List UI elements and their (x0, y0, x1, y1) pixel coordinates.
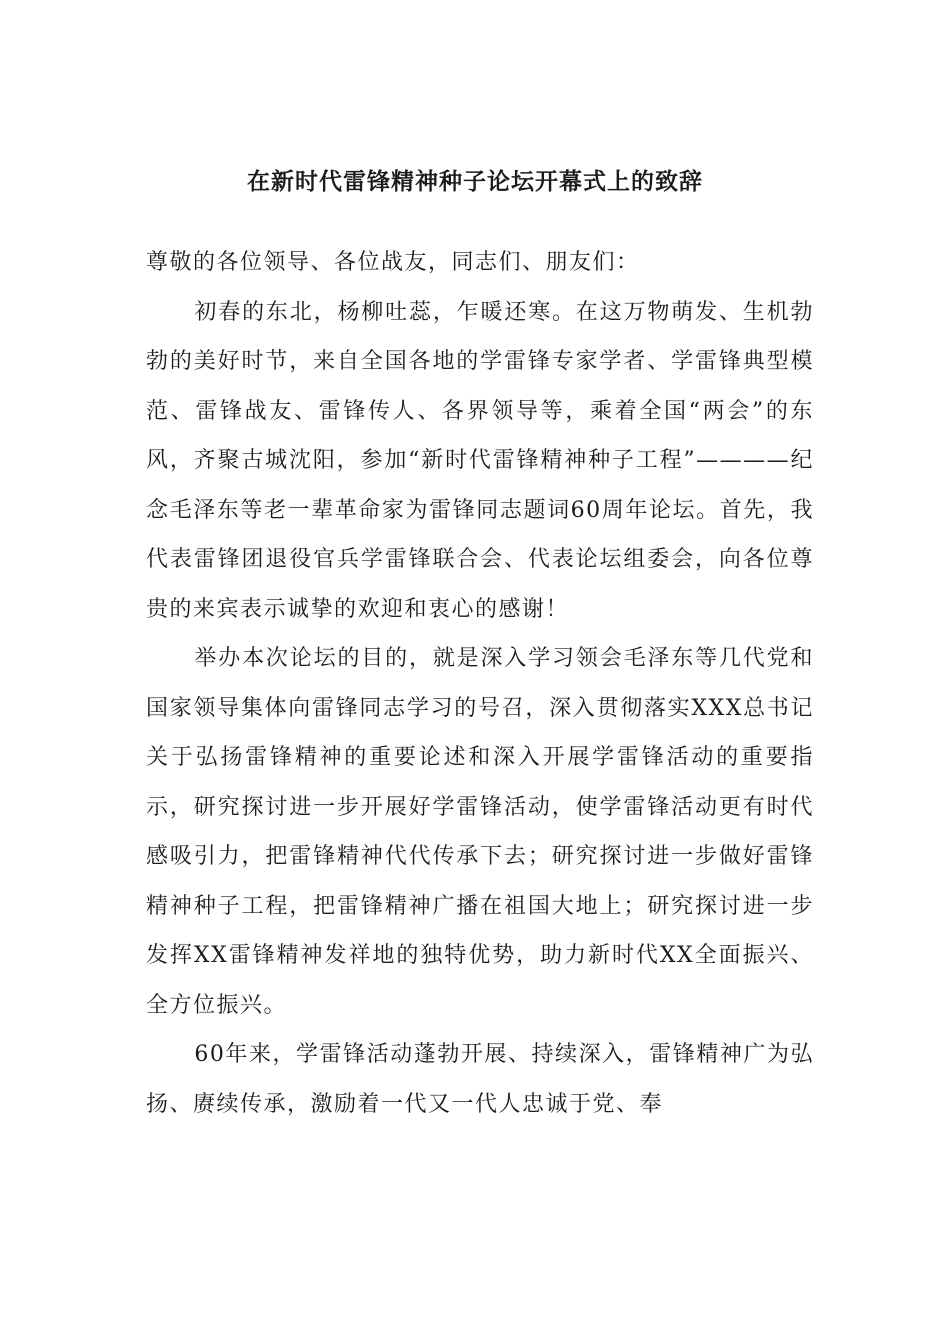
paragraph-history: 60年来，学雷锋活动蓬勃开展、持续深入，雷锋精神广为弘扬、赓续传承，激励着一代又一代人忠诚于党、奉 (146, 1042, 814, 1117)
salutation: 尊敬的各位领导、各位战友，同志们、朋友们： (146, 250, 640, 275)
paragraph-opening: 初春的东北，杨柳吐蕊，乍暖还寒。在这万物萌发、生机勃勃的美好时节，来自全国各地的学雷锋专家学者、学雷锋典型模范、雷锋战友、雷锋传人、各界领导等，乘着全国“两会”的东风，齐聚古城沈阳，参加“新时代雷锋精神种子工程”————纪念毛泽东等老一辈革命家为雷锋同志题词60周年论坛。首先，我代表雷锋团退役官兵学雷锋联合会、代表论坛组委会，向各位尊贵的来宾表示诚挚的欢迎和衷心的感谢！ (146, 299, 814, 622)
document-body (146, 238, 814, 1129)
document-title: 在新时代雷锋精神种子论坛开幕式上的致辞 (247, 168, 703, 195)
paragraph-purpose: 举办本次论坛的目的，就是深入学习领会毛泽东等几代党和国家领导集体向雷锋同志学习的号召，深入贯彻落实XXX总书记关于弘扬雷锋精神的重要论述和深入开展学雷锋活动的重要指示，研究探讨进一步开展好学雷锋活动，使学雷锋活动更有时代感吸引力，把雷锋精神代代传承下去；研究探讨进一步做好雷锋精神种子工程，把雷锋精神广播在祖国大地上；研究探讨进一步发挥XX雷锋精神发祥地的独特优势，助力新时代XX全面振兴、全方位振兴。 (146, 646, 814, 1018)
